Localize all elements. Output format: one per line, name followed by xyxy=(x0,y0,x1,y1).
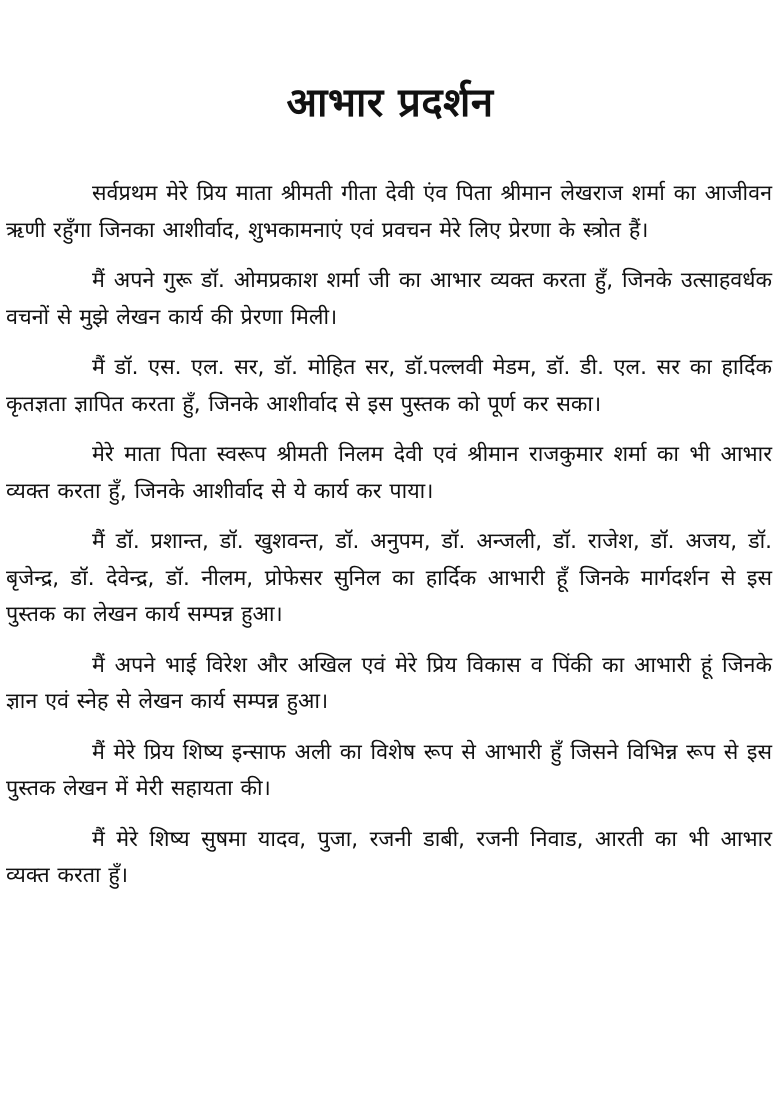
paragraph-doctors: मैं डॉ. प्रशान्त, डॉ. खुशवन्त, डॉ. अनुपम, डॉ. अन्जली, डॉ. राजेश, डॉ. अजय, डॉ. बृजेन्द्र, डॉ. देवेन्द्र, डॉ. नीलम, प्रोफेसर सुनिल का हार्दिक आभारी हूँ जिनके मार्गदर्शन से इस पुस्तक का लेखन कार्य सम्पन्न हुआ। xyxy=(6,529,772,627)
paragraph-teachers: मैं डॉ. एस. एल. सर, डॉ. मोहित सर, डॉ.पल्लवी मेडम, डॉ. डी. एल. सर का हार्दिक कृतज्ञता ज्ञापित करता हुँ, जिनके आशीर्वाद से इस पुस्तक को पूर्ण कर सका। xyxy=(6,355,772,417)
paragraph-disciple: मैं मेरे प्रिय शिष्य इन्साफ अली का विशेष रूप से आभारी हुँ जिसने विभिन्न रूप से इस पुस्तक लेखन में मेरी सहायता की। xyxy=(6,739,772,801)
paragraph-parents: सर्वप्रथम मेरे प्रिय माता श्रीमती गीता देवी एंव पिता श्रीमान लेखराज शर्मा का आजीवन ऋणी रहुँगा जिनका आशीर्वाद, शुभकामनाएं एवं प्रवचन मेरे लिए प्रेरणा के स्त्रोत हैं। xyxy=(6,181,772,243)
paragraph-siblings: मैं अपने भाई विरेश और अखिल एवं मेरे प्रिय विकास व पिंकी का आभारी हूं जिनके ज्ञान एवं स्नेह से लेखन कार्य सम्पन्न हुआ। xyxy=(6,652,772,714)
acknowledgement-body xyxy=(6,176,772,909)
page-title: आभार प्रदर्शन xyxy=(286,79,494,126)
paragraph-students: मैं मेरे शिष्य सुषमा यादव, पुजा, रजनी डाबी, रजनी निवाड, आरती का भी आभार व्यक्त करता हुँ। xyxy=(6,826,772,888)
paragraph-guardian-parents: मेरे माता पिता स्वरूप श्रीमती निलम देवी एवं श्रीमान राजकुमार शर्मा का भी आभार व्यक्त करता हुँ, जिनके आशीर्वाद से ये कार्य कर पाया। xyxy=(6,442,772,504)
paragraph-guru: मैं अपने गुरू डॉ. ओमप्रकाश शर्मा जी का आभार व्यक्त करता हुँ, जिनके उत्साहवर्धक वचनों से मुझे लेखन कार्य की प्रेरणा मिली। xyxy=(6,268,772,330)
